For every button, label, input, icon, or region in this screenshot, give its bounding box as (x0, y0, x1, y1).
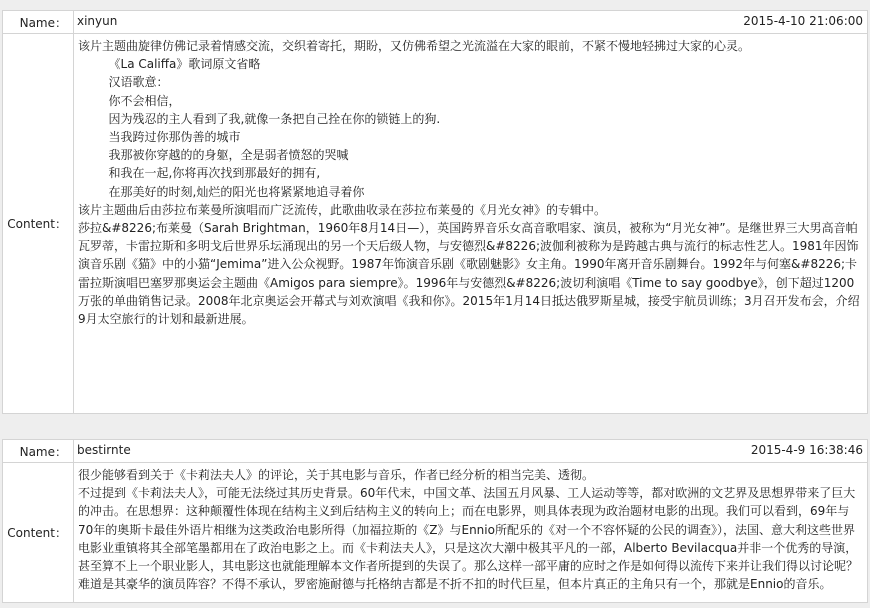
comment-block-2 (2, 439, 868, 603)
name-label: Name： (3, 440, 74, 463)
comment-block-1 (2, 10, 868, 414)
comment-paragraph: 不过提到《卡莉法夫人》，可能无法绕过其历史背景。60年代末，中国文革、法国五月风暴、工人运动等等，都对欧洲的文艺界及思想界带来了巨大的冲击。在思想界：这种颠覆性体现在结构主义到后结构主义的转向上；而在电影界，则具体表现为政治题材电影的出现。我们可以看到，69年与70年的奥斯卡最佳外语片相继为这类政治电影所得（加福拉斯的《Z》与Ennio所配乐的《对一个不容怀疑的公民的调查》），法国、意大利这些世界电影业重镇将其全部笔墨都用在了政治电影之上。而《卡莉法夫人》，只是这次大潮中极其平凡的一部，Alberto Bevilacqua并非一个优秀的导演，甚至算不上一个职业影人，其电影这也就能理解本文作者所提到的失误了。那么这样一部平庸的应时之作是如何得以流传下来并让我们得以讨论呢？难道是其豪华的演员阵容？不得不承认，罗密施耐德与托格纳吉都是不折不扣的时代巨星，但本片真正的主角只有一个，那就是Ennio的音乐。 (78, 486, 859, 592)
comment-paragraph: 汉语歌意： (78, 75, 169, 90)
name-row (3, 440, 868, 463)
comment-paragraph: 《La Califfa》歌词原文省略 (78, 57, 261, 72)
name-row (3, 11, 868, 34)
name-cell (74, 440, 868, 463)
comment-spacer (0, 414, 870, 439)
content-row (3, 463, 868, 603)
content-row (3, 34, 868, 414)
comment-paragraph: 在那美好的时刻,灿烂的阳光也将紧紧地追寻着你 (78, 184, 365, 199)
comment-paragraph: 当我跨过你那伪善的城市 (78, 130, 241, 145)
name-label: Name： (3, 11, 74, 34)
top-spacer (0, 0, 870, 10)
comment-body (74, 34, 868, 414)
username: bestirnte (77, 443, 131, 457)
comment-paragraph: 很少能够看到关于《卡莉法夫人》的评论，关于其电影与音乐，作者已经分析的相当完美、透彻。 (78, 468, 595, 482)
comment-date: 2015-4-9 16:38:46 (750, 443, 863, 457)
content-label: Content： (3, 463, 74, 603)
comment-paragraph: 该片主题曲旋律仿佛记录着情感交流，交织着寄托，期盼，又仿佛希望之光流溢在大家的眼前，不紧不慢地轻拂过大家的心灵。 (78, 39, 751, 53)
name-cell (74, 11, 868, 34)
comment-body (74, 463, 868, 603)
comment-paragraph: 该片主题曲后由莎拉布莱曼所演唱而广泛流传，此歌曲收录在莎拉布莱曼的《月光女神》的专辑中。 (78, 202, 607, 217)
username: xinyun (77, 14, 118, 28)
content-label: Content： (3, 34, 74, 414)
comment-paragraph: 你不会相信， (78, 93, 181, 108)
comment-date: 2015-4-10 21:06:00 (743, 14, 863, 28)
comment-paragraph: 莎拉&#8226;布莱曼（Sarah Brightman，1960年8月14日—），英国跨界音乐女高音歌唱家、演员，被称为“月光女神”。是继世界三大男高音帕瓦罗蒂，卡雷拉斯和多明戈后世界乐坛涌现出的另一个天后级人物，与安德烈&#8226;波伽利被称为是跨越古典与流行的标志性艺人。1981年因饰演音乐剧《猫》中的小猫“Jemima”进入公众视野。1987年饰演音乐剧《歌剧魅影》女主角。1990年离开音乐剧舞台。1992年与何塞&#8226;卡雷拉斯演唱巴塞罗那奥运会主题曲《Amigos para siempre》。1996年与安德烈&#8226;波切利演唱《Time to say goodbye》，创下超过1200万张的单曲销售记录。2008年北京奥运会开幕式与刘欢演唱《我和你》。2015年1月14日抵达俄罗斯星城，接受宇航员训练；3月召开发布会，介绍9月太空旅行的计划和最新进展。 (78, 221, 860, 327)
comment-paragraph: 因为残忍的主人看到了我,就像一条把自己拴在你的锁链上的狗. (78, 111, 441, 126)
comment-paragraph: 我那被你穿越的的身躯，全是弱者愤怒的哭喊 (78, 148, 349, 163)
comment-paragraph: 和我在一起,你将再次找到那最好的拥有, (78, 166, 321, 181)
